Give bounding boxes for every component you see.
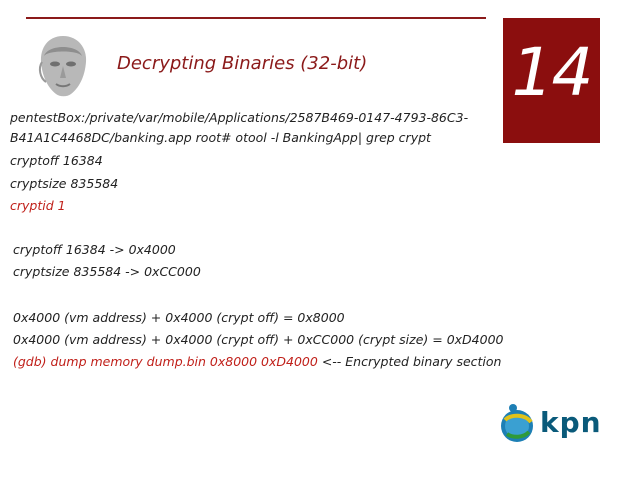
command-line-2: B41A1C4468DC/banking.app root# otool -l BankingApp| grep crypt	[10, 130, 431, 145]
cryptsize-hex-line: cryptsize 835584 -> 0xCC000	[13, 264, 201, 279]
cryptoff-hex-line: cryptoff 16384 -> 0x4000	[13, 242, 176, 257]
calc-line-2: 0x4000 (vm address) + 0x4000 (crypt off) + 0xCC000 (crypt size) = 0xD4000	[13, 332, 504, 347]
gdb-comment: <-- Encrypted binary section	[317, 354, 502, 369]
gdb-command: (gdb) dump memory dump.bin 0x8000 0xD4000	[13, 354, 318, 369]
cryptoff-line: cryptoff 16384	[10, 153, 103, 168]
cryptid-line: cryptid 1	[10, 198, 66, 213]
top-rule	[26, 17, 486, 19]
face-logo-icon	[34, 34, 92, 98]
gdb-line	[13, 354, 501, 369]
slide-number: 14	[511, 34, 592, 111]
kpn-logo-text: kpn	[540, 406, 602, 439]
slide-title: Decrypting Binaries (32-bit)	[117, 53, 368, 74]
slide-number-box	[503, 18, 600, 143]
cryptsize-line: cryptsize 835584	[10, 176, 119, 191]
command-line-1: pentestBox:/private/var/mobile/Applications/2587B469-0147-4793-86C3-	[10, 110, 469, 125]
calc-line-1: 0x4000 (vm address) + 0x4000 (crypt off) = 0x8000	[13, 310, 345, 325]
